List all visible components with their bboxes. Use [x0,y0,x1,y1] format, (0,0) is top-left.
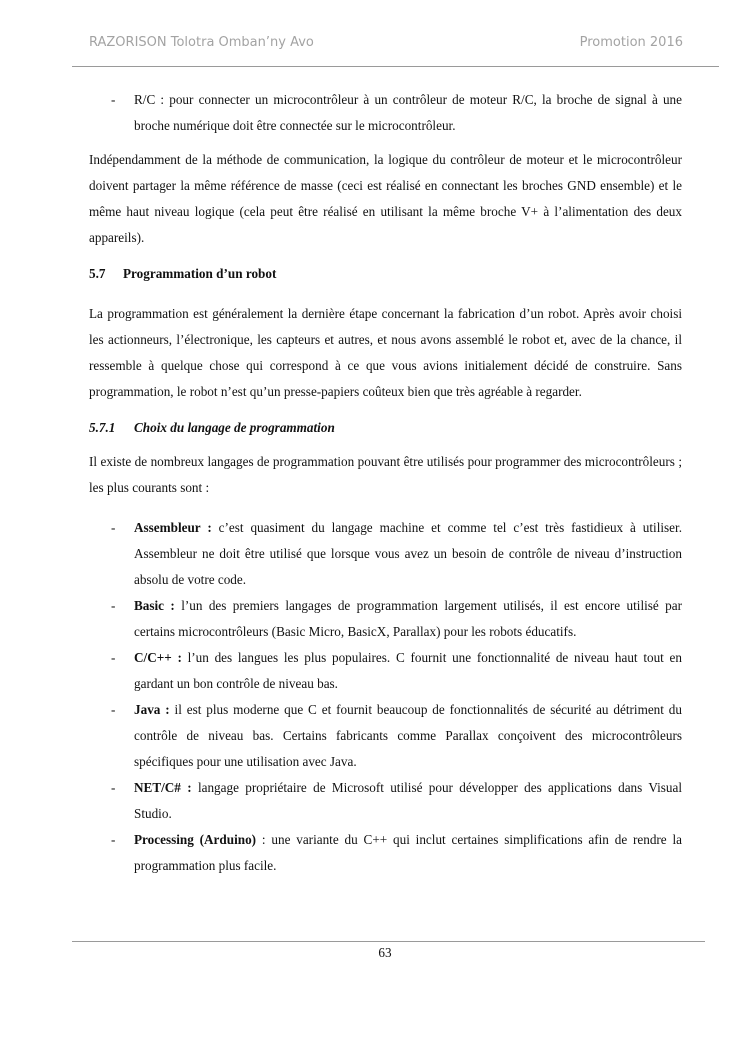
bullet-dash: - [111,598,116,613]
bullet-dash: - [111,832,116,847]
header-promotion: Promotion 2016 [579,35,683,50]
page-header [89,35,683,55]
language-description: langage propriétaire de Microsoft utilisé pour développer des applications dans Visual Studio. [134,780,682,821]
page-number: 63 [378,945,392,960]
section-heading [89,261,682,287]
language-description: il est plus moderne que C et fournit beaucoup de fonctionnalités de sécurité au détriment du contrôle de niveau bas. Certains fabricants comme Parallax conçoivent des microcontrôleurs spécifiques pour une utilisation avec Java. [134,702,682,769]
list-item [89,87,682,139]
language-name: NET/C# : [134,780,192,795]
section-title: Programmation d’un robot [123,266,277,281]
paragraph-programming: La programmation est généralement la dernière étape concernant la fabrication d’un robot. Après avoir choisi les actionneurs, l’électronique, les capteurs et autres, et nous avons assemblé le robot et, avec de la chance, il ressemble à quelque chose qui correspond à ce que vous avions initialement décidé de construire. Sans programmation, le robot n’est qu’un presse-papiers coûteux bien que très agréable à regarder. [89,306,682,399]
section-number: 5.7 [89,266,106,281]
language-name: Java : [134,702,170,717]
language-description: : une variante du C++ qui inclut certaines simplifications afin de rendre la programmation plus facile. [134,832,682,873]
language-name: Basic : [134,598,175,613]
bullet-dash: - [111,520,116,535]
language-name: Processing (Arduino) [134,832,257,847]
language-description: l’un des langues les plus populaires. C fournit une fonctionnalité de niveau haut tout en gardant un bon contrôle de niveau bas. [134,650,683,691]
bullet-dash: - [111,92,116,107]
language-name: Assembleur : [134,520,212,535]
subsection-title: Choix du langage de programmation [134,420,335,435]
top-bullet-list [89,87,682,139]
footer-divider [72,941,705,942]
list-item [89,645,682,697]
language-description: c’est quasiment du langage machine et comme tel c’est très fastidieux à utiliser. Assembleur ne doit être utilisé que lorsque vous avez un besoin de contrôle de niveau d’instruction absolu de votre code. [134,520,682,587]
list-item [89,593,682,645]
list-item [89,775,682,827]
subsection-number: 5.7.1 [89,420,116,435]
bullet-text: R/C : pour connecter un microcontrôleur à un contrôleur de moteur R/C, la broche de signal à une broche numérique doit être connectée sur le microcontrôleur. [134,92,682,133]
paragraph-ground-reference: Indépendamment de la méthode de communication, la logique du contrôleur de moteur et le microcontrôleur doivent partager la même référence de masse (ceci est réalisé en connectant les broches GND ensemble) et le même haut niveau logique (cela peut être réalisé en utilisant la même broche V+ à l’alimentation des deux appareils). [89,152,682,245]
subsection-heading [89,415,682,441]
list-item [89,827,682,879]
page-body [89,87,682,879]
bullet-dash: - [111,650,116,665]
list-item [89,515,682,593]
header-divider [72,66,719,67]
bullet-dash: - [111,780,116,795]
language-list [89,515,682,879]
bullet-dash: - [111,702,116,717]
language-description: l’un des premiers langages de programmation largement utilisés, il est encore utilisé par certains microcontrôleurs (Basic Micro, BasicX, Parallax) pour les robots éducatifs. [134,598,683,639]
language-name: C/C++ : [134,650,182,665]
list-item [89,697,682,775]
header-author: RAZORISON Tolotra Omban’ny Avo [89,35,314,50]
paragraph-languages-intro: Il existe de nombreux langages de programmation pouvant être utilisés pour programmer des microcontrôleurs ; les plus courants sont : [89,454,682,495]
